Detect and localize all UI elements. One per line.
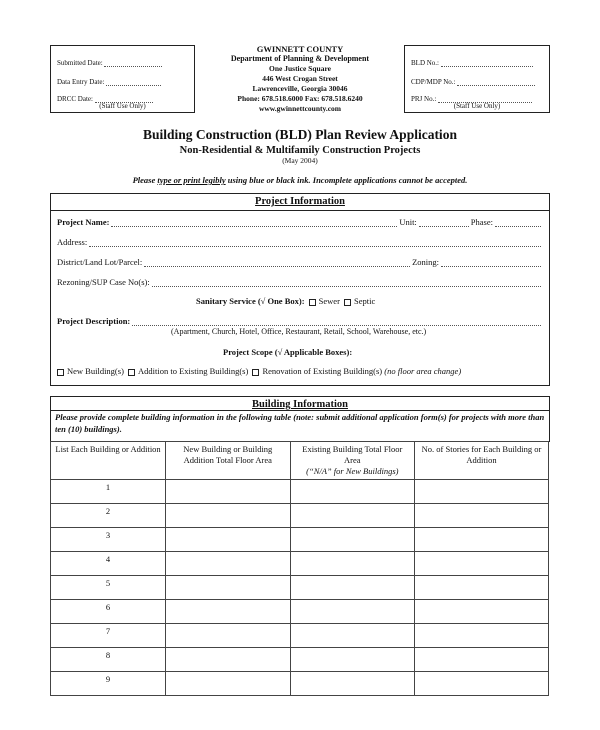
new-floor-area-cell[interactable] (166, 576, 291, 600)
table-row (51, 648, 549, 672)
stories-cell[interactable] (415, 480, 549, 504)
existing-floor-area-cell[interactable] (290, 504, 415, 528)
project-description-row (57, 316, 543, 326)
building-number-cell: 2 (51, 504, 166, 528)
prj-no-label: PRJ No.: (411, 95, 437, 103)
phase-field[interactable] (495, 217, 541, 227)
addition-checkbox[interactable] (128, 369, 135, 376)
district-row (57, 257, 543, 267)
table-row (51, 504, 549, 528)
table-row (51, 600, 549, 624)
new-floor-area-cell[interactable] (166, 504, 291, 528)
existing-floor-area-cell[interactable] (290, 624, 415, 648)
addition-label: Addition to Existing Building(s) (138, 366, 249, 376)
table-row (51, 528, 549, 552)
description-examples: (Apartment, Church, Hotel, Office, Restaurant, Retail, School, Warehouse, etc.) (171, 327, 427, 336)
existing-floor-area-cell[interactable] (290, 648, 415, 672)
submitted-date-label: Submitted Date: (57, 59, 103, 67)
bld-no-label: BLD No.: (411, 59, 439, 67)
address-row (57, 237, 543, 247)
column-header-existing-floor-area (290, 442, 415, 480)
stories-cell[interactable] (415, 672, 549, 696)
department-name: Department of Planning & Development (230, 54, 370, 63)
building-number-cell: 3 (51, 528, 166, 552)
column-header-stories: No. of Stories for Each Building or Addition (415, 442, 549, 480)
building-number-cell: 1 (51, 480, 166, 504)
stories-cell[interactable] (415, 528, 549, 552)
table-row (51, 576, 549, 600)
submitted-date-row (57, 58, 162, 67)
unit-field[interactable] (419, 217, 469, 227)
existing-floor-area-cell[interactable] (290, 672, 415, 696)
stories-cell[interactable] (415, 576, 549, 600)
table-header-row (51, 442, 549, 480)
septic-label: Septic (354, 296, 376, 306)
city-line: Lawrenceville, Georgia 30046 (252, 84, 348, 93)
new-floor-area-cell[interactable] (166, 648, 291, 672)
building-number-cell: 7 (51, 624, 166, 648)
data-entry-date-label: Data Entry Date: (57, 78, 105, 86)
building-number-cell: 5 (51, 576, 166, 600)
table-row (51, 552, 549, 576)
table-body (51, 480, 549, 696)
project-information-box (50, 193, 550, 386)
existing-floor-area-cell[interactable] (290, 552, 415, 576)
county-name: GWINNETT COUNTY (256, 44, 344, 54)
stories-cell[interactable] (415, 504, 549, 528)
new-floor-area-cell[interactable] (166, 480, 291, 504)
table-row (51, 480, 549, 504)
rezoning-field[interactable] (152, 277, 541, 287)
instruction-pre: Please (132, 175, 158, 185)
unit-label: Unit: (399, 217, 417, 227)
new-floor-area-cell[interactable] (166, 624, 291, 648)
instruction-line (0, 175, 600, 185)
new-floor-area-cell[interactable] (166, 600, 291, 624)
building-information-heading-text: Building Information (252, 399, 348, 410)
project-description-label: Project Description: (57, 316, 131, 326)
district-field[interactable] (144, 257, 410, 267)
existing-floor-area-note: (“N/A” for New Buildings) (306, 466, 399, 476)
existing-floor-area-cell[interactable] (290, 480, 415, 504)
project-name-row (57, 217, 543, 227)
cdp-mdp-no-field[interactable] (457, 77, 535, 86)
form-subtitle: Non-Residential & Multifamily Construction Projects (179, 145, 421, 156)
rezoning-row (57, 277, 543, 287)
sewer-label: Sewer (318, 296, 340, 306)
project-name-field[interactable] (111, 217, 397, 227)
table-row (51, 624, 549, 648)
sewer-checkbox[interactable] (309, 299, 316, 306)
new-buildings-label: New Building(s) (67, 366, 124, 376)
data-entry-date-field[interactable] (106, 77, 161, 86)
website[interactable]: www.gwinnettcounty.com (258, 104, 342, 113)
new-floor-area-cell[interactable] (166, 528, 291, 552)
existing-floor-area-cell[interactable] (290, 528, 415, 552)
column-header-building: List Each Building or Addition (51, 442, 166, 480)
project-scope-row (55, 366, 461, 376)
project-information-heading-text: Project Information (255, 196, 345, 207)
staff-use-box-right (404, 45, 550, 113)
existing-floor-area-cell[interactable] (290, 600, 415, 624)
building-number-cell: 4 (51, 552, 166, 576)
address-field[interactable] (89, 237, 541, 247)
address-label: Address: (57, 237, 88, 247)
data-entry-date-row (57, 77, 161, 86)
new-buildings-checkbox[interactable] (57, 369, 64, 376)
stories-cell[interactable] (415, 648, 549, 672)
stories-cell[interactable] (415, 624, 549, 648)
zoning-label: Zoning: (412, 257, 439, 267)
phone-fax-line: Phone: 678.518.6000 Fax: 678.518.6240 (237, 94, 363, 103)
building-info-note: Please provide complete building information in the following table (note: submit additional application form(s) for projects with more than ten (10) buildings). (55, 412, 545, 434)
stories-cell[interactable] (415, 552, 549, 576)
project-scope-label: Project Scope (√ Applicable Boxes): (223, 347, 353, 357)
septic-checkbox[interactable] (344, 299, 351, 306)
project-description-field[interactable] (132, 316, 541, 326)
zoning-field[interactable] (441, 257, 541, 267)
new-floor-area-cell[interactable] (166, 552, 291, 576)
submitted-date-field[interactable] (104, 58, 162, 67)
stories-cell[interactable] (415, 600, 549, 624)
staff-use-note-left: (Staff Use Only) (99, 102, 146, 110)
district-label: District/Land Lot/Parcel: (57, 257, 143, 267)
building-number-cell: 8 (51, 648, 166, 672)
phase-label: Phase: (470, 217, 493, 227)
building-information-heading (51, 399, 549, 410)
existing-floor-area-label: Existing Building Total Floor Area (302, 444, 403, 465)
bld-no-field[interactable] (441, 58, 533, 67)
address-line-1: One Justice Square (269, 64, 331, 73)
form-title: Building Construction (BLD) Plan Review Application (143, 127, 457, 142)
renovation-note: (no floor area change) (384, 366, 462, 376)
agency-block (200, 44, 400, 114)
bld-no-row (411, 58, 533, 67)
renovation-checkbox[interactable] (252, 369, 259, 376)
address-line-2: 446 West Crogan Street (262, 74, 338, 83)
existing-floor-area-cell[interactable] (290, 576, 415, 600)
renovation-label: Renovation of Existing Building(s) (262, 366, 383, 376)
building-information-box (50, 396, 550, 442)
drcc-date-label: DRCC Date: (57, 95, 93, 103)
rezoning-label: Rezoning/SUP Case No(s): (57, 277, 150, 287)
instruction-post: using blue or black ink. Incomplete applications cannot be accepted. (225, 175, 468, 185)
new-floor-area-cell[interactable] (166, 672, 291, 696)
building-number-cell: 6 (51, 600, 166, 624)
column-header-new-floor-area: New Building or Building Addition Total Floor Area (166, 442, 291, 480)
staff-use-note-right: (Staff Use Only) (453, 102, 501, 110)
project-name-label: Project Name: (57, 217, 110, 227)
heading-divider (51, 210, 549, 211)
cdp-mdp-no-label: CDP/MDP No.: (411, 78, 456, 86)
cdp-mdp-no-row (411, 77, 535, 86)
revision-date: (May 2004) (282, 156, 318, 165)
building-number-cell: 9 (51, 672, 166, 696)
sanitary-service-row (196, 296, 375, 306)
building-table (50, 441, 549, 696)
staff-use-box-left (50, 45, 195, 113)
table-row (51, 672, 549, 696)
project-information-heading (51, 196, 549, 207)
sanitary-service-label: Sanitary Service (√ One Box): (196, 296, 305, 306)
instruction-underlined: type or print legibly (157, 175, 226, 185)
